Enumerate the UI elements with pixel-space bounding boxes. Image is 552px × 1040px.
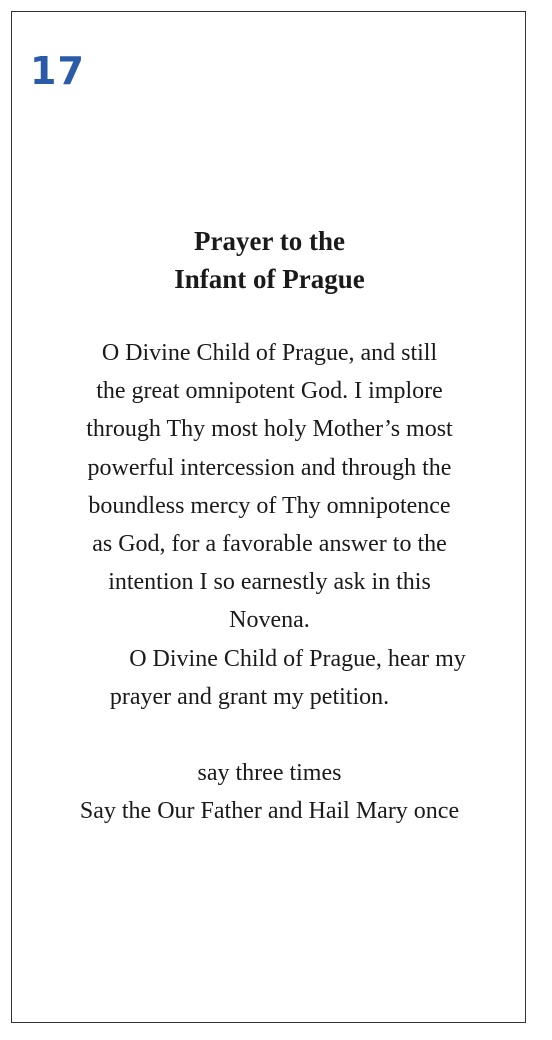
prayer-instructions	[12, 754, 527, 830]
instruction-our-father: Say the Our Father and Hail Mary once	[79, 798, 460, 824]
prayer-title	[12, 222, 527, 298]
prayer-line: powerful intercession and through the	[87, 454, 452, 481]
prayer-line: O Divine Child of Prague, and still	[101, 340, 438, 366]
prayer-card	[11, 11, 526, 1023]
prayer-line: through Thy most holy Mother’s most	[86, 416, 453, 443]
prayer-line: the great omnipotent God. I implore	[96, 378, 443, 405]
prayer-line: intention I so earnestly ask in this	[108, 569, 431, 596]
page-number: 17	[30, 49, 85, 93]
instruction-repeat: say three times	[197, 760, 342, 786]
prayer-line: as God, for a favorable answer to the	[92, 531, 447, 558]
prayer-petition-line-2: prayer and grant my petition.	[109, 683, 390, 710]
prayer-petition-line-1: O Divine Child of Prague, hear my	[129, 645, 466, 672]
prayer-line: boundless mercy of Thy omnipotence	[88, 492, 451, 519]
prayer-body	[12, 334, 527, 716]
prayer-line: Novena.	[229, 607, 310, 634]
prayer-title-line-2: Infant of Prague	[174, 264, 365, 294]
prayer-title-line-1: Prayer to the	[194, 226, 345, 256]
